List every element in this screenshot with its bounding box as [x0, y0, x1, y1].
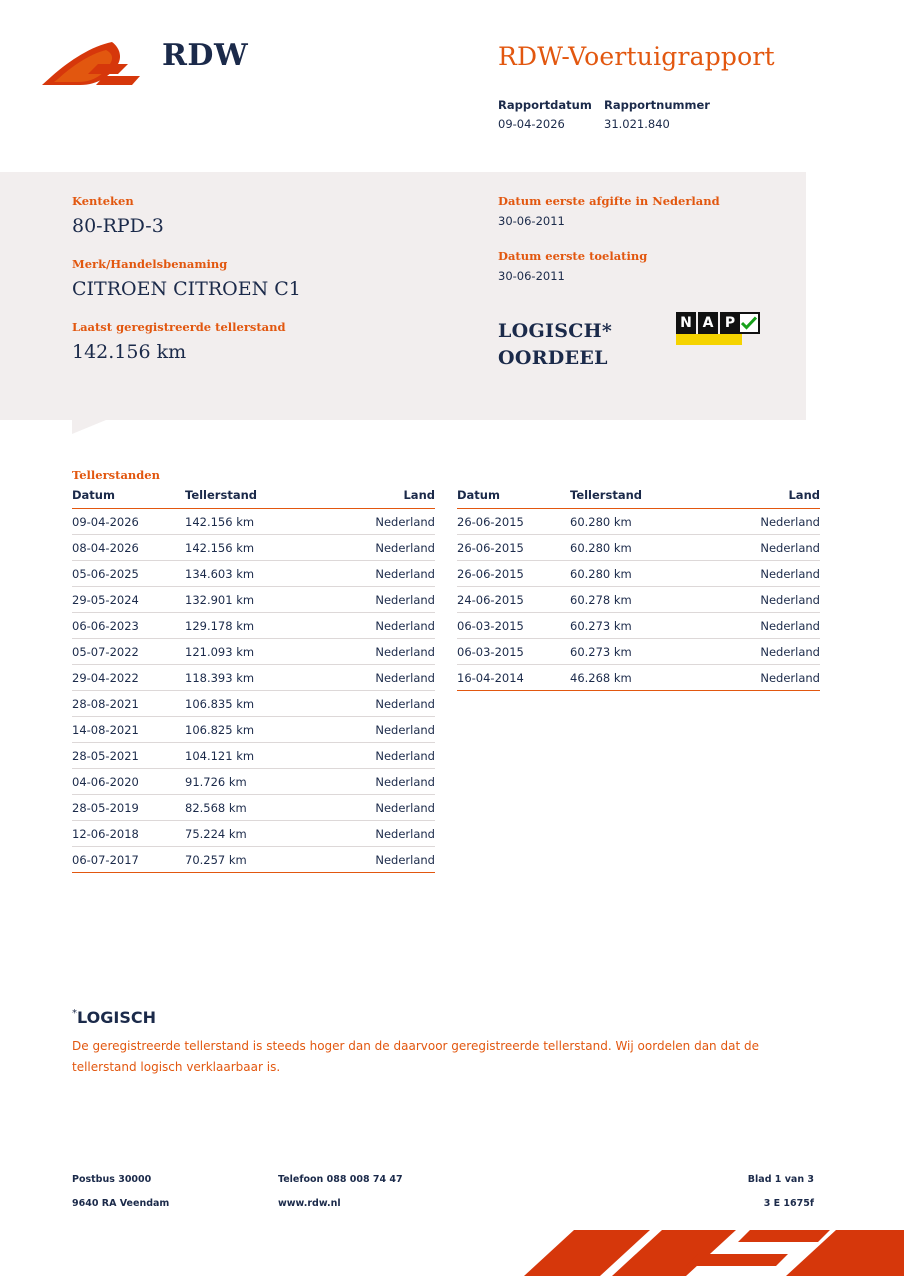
table-row — [72, 691, 435, 717]
nap-letter-a: A — [698, 312, 718, 334]
vehicle-summary-panel — [0, 172, 806, 420]
cell-datum: 26-06-2015 — [457, 509, 570, 535]
merk-value: CITROEN CITROEN C1 — [72, 278, 301, 300]
checkmark-icon — [738, 312, 760, 334]
cell-land: Nederland — [320, 743, 435, 769]
table-row — [72, 821, 435, 847]
laatste-tellerstand-label: Laatst geregistreerde tellerstand — [72, 320, 286, 334]
cell-tellerstand: 104.121 km — [185, 743, 320, 769]
footer-website[interactable]: www.rdw.nl — [278, 1198, 341, 1209]
note-title-text: LOGISCH — [77, 1008, 156, 1027]
cell-datum: 26-06-2015 — [457, 561, 570, 587]
cell-land: Nederland — [320, 795, 435, 821]
report-date-label: Rapportdatum — [498, 98, 592, 112]
kenteken-label: Kenteken — [72, 194, 134, 208]
report-meta — [498, 98, 710, 131]
cell-datum: 09-04-2026 — [72, 509, 185, 535]
nap-logo — [676, 312, 760, 346]
cell-datum: 29-05-2024 — [72, 587, 185, 613]
cell-land: Nederland — [320, 561, 435, 587]
cell-land: Nederland — [320, 509, 435, 535]
eerste-afgifte-label: Datum eerste afgifte in Nederland — [498, 194, 720, 208]
table-header-row — [457, 488, 820, 509]
cell-land: Nederland — [705, 665, 820, 691]
cell-land: Nederland — [320, 691, 435, 717]
table-header-row — [72, 488, 435, 509]
report-number-value: 31.021.840 — [604, 117, 670, 131]
laatste-tellerstand-value: 142.156 km — [72, 341, 187, 363]
table-row — [72, 743, 435, 769]
cell-tellerstand: 60.280 km — [570, 561, 705, 587]
cell-datum: 16-04-2014 — [457, 665, 570, 691]
cell-datum: 14-08-2021 — [72, 717, 185, 743]
cell-land: Nederland — [705, 613, 820, 639]
table-row — [72, 665, 435, 691]
cell-datum: 06-03-2015 — [457, 639, 570, 665]
cell-tellerstand: 82.568 km — [185, 795, 320, 821]
column-header-tellerstand: Tellerstand — [570, 488, 705, 509]
table-row — [72, 639, 435, 665]
table-row — [72, 613, 435, 639]
cell-land: Nederland — [320, 639, 435, 665]
cell-datum: 28-08-2021 — [72, 691, 185, 717]
report-number-label: Rapportnummer — [604, 98, 710, 112]
table-row — [457, 561, 820, 587]
merk-label: Merk/Handelsbenaming — [72, 257, 228, 271]
eerste-toelating-label: Datum eerste toelating — [498, 249, 648, 263]
cell-datum: 06-06-2023 — [72, 613, 185, 639]
kenteken-value: 80-RPD-3 — [72, 215, 164, 237]
note-title — [72, 1008, 156, 1027]
rdw-logo-text: RDW — [162, 38, 249, 73]
table-row — [457, 639, 820, 665]
tellerstanden-table-right — [457, 488, 820, 691]
cell-datum: 28-05-2019 — [72, 795, 185, 821]
cell-tellerstand: 60.280 km — [570, 509, 705, 535]
cell-tellerstand: 132.901 km — [185, 587, 320, 613]
cell-tellerstand: 60.273 km — [570, 639, 705, 665]
cell-land: Nederland — [320, 665, 435, 691]
cell-datum: 06-07-2017 — [72, 847, 185, 873]
report-date-value: 09-04-2026 — [498, 117, 565, 131]
cell-land: Nederland — [705, 509, 820, 535]
cell-land: Nederland — [320, 587, 435, 613]
nap-letter-n: N — [676, 312, 696, 334]
footer-telefoon: Telefoon 088 008 74 47 — [278, 1174, 403, 1185]
cell-tellerstand: 91.726 km — [185, 769, 320, 795]
cell-land: Nederland — [320, 847, 435, 873]
cell-datum: 24-06-2015 — [457, 587, 570, 613]
cell-land: Nederland — [705, 587, 820, 613]
table-row — [457, 613, 820, 639]
table-body-left — [72, 509, 435, 873]
cell-land: Nederland — [320, 717, 435, 743]
oordeel-line-2: OORDEEL — [498, 347, 608, 369]
cell-datum: 29-04-2022 — [72, 665, 185, 691]
table-row — [72, 587, 435, 613]
table-row — [72, 561, 435, 587]
rdw-logo-icon — [40, 40, 160, 94]
cell-land: Nederland — [320, 769, 435, 795]
footer-postbus: Postbus 30000 — [72, 1174, 152, 1185]
cell-tellerstand: 129.178 km — [185, 613, 320, 639]
table-row — [72, 535, 435, 561]
column-header-land: Land — [320, 488, 435, 509]
cell-datum: 05-06-2025 — [72, 561, 185, 587]
tellerstanden-section-title: Tellerstanden — [72, 468, 160, 482]
tellerstanden-table-left — [72, 488, 435, 873]
page-title: RDW-Voertuigrapport — [498, 42, 775, 71]
rdw-logo — [40, 32, 270, 96]
cell-land: Nederland — [320, 535, 435, 561]
cell-tellerstand: 142.156 km — [185, 509, 320, 535]
table-row — [72, 769, 435, 795]
cell-land: Nederland — [320, 613, 435, 639]
table-body-right — [457, 509, 820, 691]
table-row — [72, 847, 435, 873]
cell-tellerstand: 134.603 km — [185, 561, 320, 587]
summary-right-column — [498, 194, 798, 304]
cell-tellerstand: 60.280 km — [570, 535, 705, 561]
oordeel-verdict — [498, 318, 612, 372]
footer-plaats: 9640 RA Veendam — [72, 1198, 170, 1209]
nap-yellow-bar — [676, 334, 742, 345]
cell-tellerstand: 70.257 km — [185, 847, 320, 873]
table-row — [457, 665, 820, 691]
note-star: * — [72, 1008, 77, 1019]
oordeel-line-1: LOGISCH* — [498, 320, 613, 342]
column-header-datum: Datum — [72, 488, 185, 509]
footer-decorative-graphic — [500, 1218, 904, 1280]
cell-land: Nederland — [320, 821, 435, 847]
cell-tellerstand: 106.825 km — [185, 717, 320, 743]
cell-land: Nederland — [705, 561, 820, 587]
cell-tellerstand: 46.268 km — [570, 665, 705, 691]
cell-land: Nederland — [705, 639, 820, 665]
cell-datum: 05-07-2022 — [72, 639, 185, 665]
cell-tellerstand: 60.278 km — [570, 587, 705, 613]
cell-datum: 28-05-2021 — [72, 743, 185, 769]
cell-tellerstand: 75.224 km — [185, 821, 320, 847]
cell-datum: 06-03-2015 — [457, 613, 570, 639]
table-row — [457, 509, 820, 535]
cell-land: Nederland — [705, 535, 820, 561]
cell-datum: 26-06-2015 — [457, 535, 570, 561]
eerste-afgifte-value: 30-06-2011 — [498, 214, 565, 228]
cell-tellerstand: 60.273 km — [570, 613, 705, 639]
cell-tellerstand: 106.835 km — [185, 691, 320, 717]
table-row — [457, 535, 820, 561]
panel-notch — [72, 420, 106, 434]
nap-letter-p: P — [720, 312, 740, 334]
cell-tellerstand: 142.156 km — [185, 535, 320, 561]
table-row — [72, 717, 435, 743]
summary-left-column — [72, 194, 452, 383]
eerste-toelating-value: 30-06-2011 — [498, 269, 565, 283]
note-body: De geregistreerde tellerstand is steeds hoger dan de daarvoor geregistreerde tellerstand. Wij oordelen dan dat de tellerstand logisch verklaarbaar is. — [72, 1039, 759, 1074]
table-row — [72, 509, 435, 535]
document-header — [0, 0, 904, 172]
column-header-datum: Datum — [457, 488, 570, 509]
footer-page-number: Blad 1 van 3 — [747, 1174, 814, 1185]
cell-tellerstand: 121.093 km — [185, 639, 320, 665]
table-row — [72, 795, 435, 821]
cell-tellerstand: 118.393 km — [185, 665, 320, 691]
column-header-tellerstand: Tellerstand — [185, 488, 320, 509]
cell-datum: 12-06-2018 — [72, 821, 185, 847]
cell-datum: 04-06-2020 — [72, 769, 185, 795]
cell-datum: 08-04-2026 — [72, 535, 185, 561]
table-row — [457, 587, 820, 613]
column-header-land: Land — [705, 488, 820, 509]
footer-form-code: 3 E 1675f — [763, 1198, 814, 1209]
